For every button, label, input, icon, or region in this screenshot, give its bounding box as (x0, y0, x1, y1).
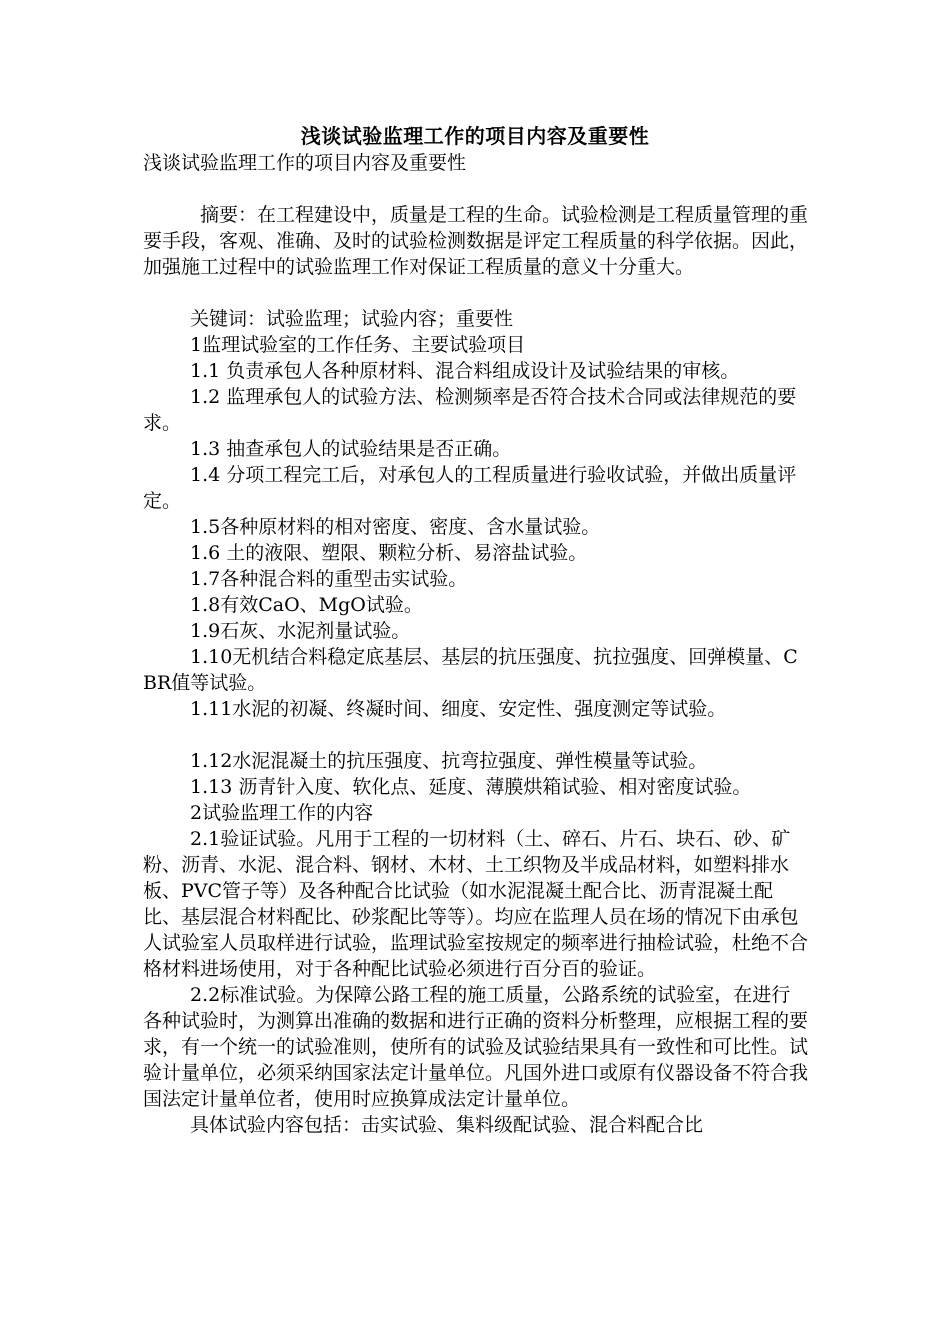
list-item: 1.8有效CaO、MgO试验。 (190, 594, 423, 616)
document-body (143, 150, 809, 1138)
list-item: 1.2 监理承包人的试验方法、检测频率是否符合技术合同或法律规范的要求。 (143, 386, 797, 434)
list-item: 1.3 抽查承包人的试验结果是否正确。 (190, 438, 512, 460)
document-subtitle: 浅谈试验监理工作的项目内容及重要性 (143, 152, 467, 174)
paragraph-2-2: 2.2标准试验。为保障公路工程的施工质量，公路系统的试验室，在进行各种试验时，为测算出准确的数据和进行正确的资料分析整理，应根据工程的要求，有一个统一的试验准则，使所有的试验及试验结果具有一致性和可比性。试验计量单位，必须采纳国家法定计量单位。凡国外进口或原有仪器设备不符合我国法定计量单位者，使用时应换算成法定计量单位。 (143, 984, 809, 1110)
section-heading-2: 2试验监理工作的内容 (190, 802, 374, 824)
paragraph-test-contents: 具体试验内容包括：击实试验、集料级配试验、混合料配合比 (190, 1114, 704, 1136)
list-item: 1.1 负责承包人各种原材料、混合料组成设计及试验结果的审核。 (190, 360, 740, 382)
list-item: 1.9石灰、水泥剂量试验。 (190, 620, 411, 642)
document-title: 浅谈试验监理工作的项目内容及重要性 (300, 124, 650, 148)
list-item: 1.6 土的液限、塑限、颗粒分析、易溶盐试验。 (190, 542, 588, 564)
keywords-line: 关键词：试验监理；试验内容；重要性 (190, 308, 514, 330)
list-item: 1.10无机结合料稳定底基层、基层的抗压强度、抗拉强度、回弹模量、CBR值等试验。 (143, 646, 798, 694)
list-item: 1.5各种原材料的相对密度、密度、含水量试验。 (190, 516, 601, 538)
section-heading-1: 1监理试验室的工作任务、主要试验项目 (190, 334, 526, 356)
list-item: 1.12水泥混凝土的抗压强度、抗弯拉强度、弹性模量等试验。 (190, 750, 708, 772)
paragraph-2-1: 2.1验证试验。凡用于工程的一切材料（土、碎石、片石、块石、砂、矿粉、沥青、水泥、混合料、钢材、木材、土工织物及半成品材料，如塑料排水板、PVC管子等）及各种配合比试验（如水泥混凝土配合比、沥青混凝土配比、基层混合材料配比、砂浆配比等等）。均应在监理人员在场的情况下由承包人试验室人员取样进行试验，监理试验室按规定的频率进行抽检试验，杜绝不合格材料进场使用，对于各种配比试验必须进行百分百的验证。 (143, 828, 809, 980)
list-item: 1.13 沥青针入度、软化点、延度、薄膜烘箱试验、相对密度试验。 (190, 776, 752, 798)
list-item: 1.11水泥的初凝、终凝时间、细度、安定性、强度测定等试验。 (190, 698, 727, 720)
list-item: 1.4 分项工程完工后，对承包人的工程质量进行验收试验，并做出质量评定。 (143, 464, 797, 512)
list-item: 1.7各种混合料的重型击实试验。 (190, 568, 468, 590)
abstract-paragraph: 摘要：在工程建设中，质量是工程的生命。试验检测是工程质量管理的重要手段，客观、准确、及时的试验检测数据是评定工程质量的科学依据。因此，加强施工过程中的试验监理工作对保证工程质量的意义十分重大。 (143, 204, 809, 278)
